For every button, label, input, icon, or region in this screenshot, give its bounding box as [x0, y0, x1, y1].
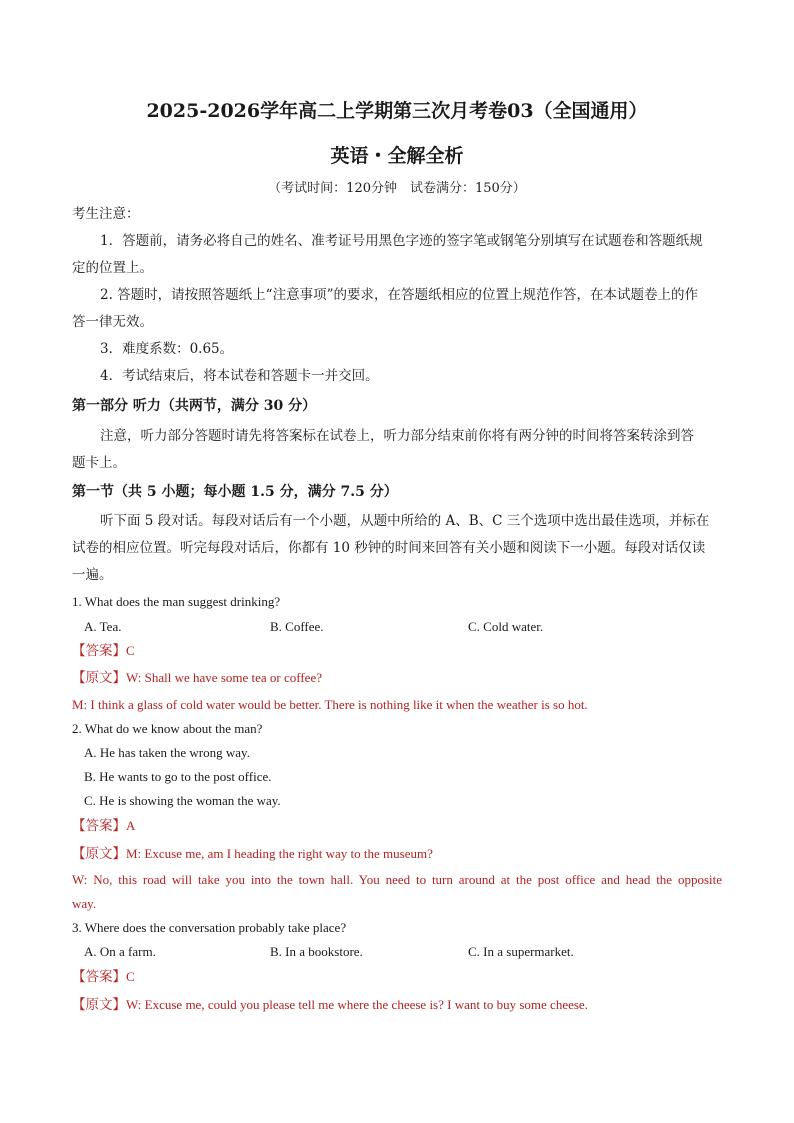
part1-heading: 第一部分 听力（共两节，满分 30 分）	[72, 398, 317, 414]
section1-heading: 第一节（共 5 小题；每小题 1.5 分，满分 7.5 分）	[72, 484, 398, 500]
transcript-label: 【原文】	[72, 846, 126, 862]
question-1-stem: 1. What does the man suggest drinking?	[72, 594, 281, 609]
transcript-label: 【原文】	[72, 997, 126, 1013]
notice-item-3: 3．难度系数：0.65。	[100, 341, 234, 357]
question-2-transcript-line-2: W: No, this road will take you into the town hall. You need to turn around at the post office and head the opposite	[72, 872, 722, 887]
question-2-transcript	[72, 845, 722, 863]
question-2-stem: 2. What do we know about the man?	[72, 721, 263, 736]
question-1-option-a: A. Tea.	[84, 619, 122, 634]
notice-heading: 考生注意：	[72, 206, 140, 222]
question-3-option-a: A. On a farm.	[84, 944, 156, 959]
notice-item-1-line-1: 1．答题前，请务必将自己的姓名、准考证号用黑色字迹的签字笔或钢笔分别填写在试题卷和答题纸规	[100, 233, 703, 249]
question-3-option-b: B. In a bookstore.	[270, 944, 363, 959]
exam-time-info: （考试时间：120分钟 试卷满分：150分）	[268, 181, 526, 196]
answer-label: 【答案】	[72, 969, 126, 985]
section1-intro-line-2: 试卷的相应位置。听完每段对话后，你都有 10 秒钟的时间来回答有关小题和阅读下一小题。每段对话仅读	[72, 540, 706, 556]
transcript-line: W: Shall we have some tea or coffee?	[126, 670, 322, 685]
notice-item-1-line-2: 定的位置上。	[72, 260, 153, 276]
notice-item-2-line-1: 2. 答题时，请按照答题纸上“注意事项”的要求，在答题纸相应的位置上规范作答，在本试题卷上的作	[100, 287, 698, 303]
page-subtitle: 英语・全解全析	[330, 145, 464, 167]
answer-label: 【答案】	[72, 643, 126, 659]
transcript-label: 【原文】	[72, 670, 126, 686]
question-2-option-c: C. He is showing the woman the way.	[84, 793, 281, 808]
answer-label: 【答案】	[72, 818, 126, 834]
question-3-option-c: C. In a supermarket.	[468, 944, 574, 959]
question-1-option-c: C. Cold water.	[468, 619, 544, 634]
section1-intro-line-1: 听下面 5 段对话。每段对话后有一个小题，从题中所给的 A、B、C 三个选项中选出最佳选项，并标在	[100, 513, 710, 529]
answer-value: C	[126, 969, 135, 984]
part1-note-line-1: 注意，听力部分答题时请先将答案标在试卷上，听力部分结束前你将有两分钟的时间将答案转涂到答	[100, 428, 694, 444]
question-2-option-a: A. He has taken the wrong way.	[84, 745, 250, 760]
answer-value: C	[126, 643, 135, 658]
notice-item-4: 4．考试结束后，将本试卷和答题卡一并交回。	[100, 368, 379, 384]
page-title: 2025-2026学年高二上学期第三次月考卷03（全国通用）	[146, 100, 648, 122]
question-2-transcript-line-3: way.	[72, 896, 97, 911]
transcript-line: M: Excuse me, am I heading the right way to the museum?	[126, 846, 433, 861]
question-2-option-b: B. He wants to go to the post office.	[84, 769, 272, 784]
question-1-transcript-line-2: M: I think a glass of cold water would be better. There is nothing like it when the weather is so hot.	[72, 697, 588, 712]
question-3-transcript	[72, 996, 722, 1014]
part1-note-line-2: 题卡上。	[72, 455, 126, 471]
answer-value: A	[126, 818, 136, 833]
question-2-answer	[72, 817, 722, 835]
question-1-transcript	[72, 669, 722, 687]
notice-item-2-line-2: 答一律无效。	[72, 314, 153, 330]
question-1-option-b: B. Coffee.	[270, 619, 324, 634]
question-1-answer	[72, 642, 722, 660]
transcript-line: W: Excuse me, could you please tell me where the cheese is? I want to buy some cheese.	[126, 997, 588, 1012]
question-3-answer	[72, 968, 722, 986]
question-3-stem: 3. Where does the conversation probably take place?	[72, 920, 347, 935]
section1-intro-line-3: 一遍。	[72, 567, 113, 583]
